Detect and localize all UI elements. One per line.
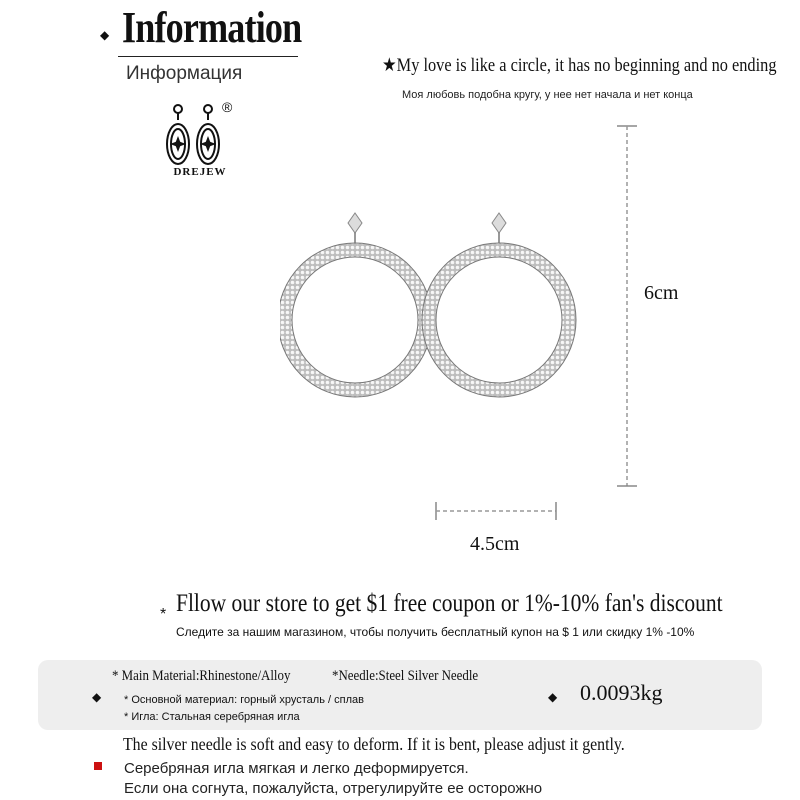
height-dimension-line [612, 120, 642, 490]
spec-material-en: * Main Material:Rhinestone/Alloy [112, 668, 291, 684]
weight-bullet: ◆ [548, 690, 558, 704]
promo-text-en: Fllow our store to get $1 free coupon or 1%-10% fan's discount [176, 590, 723, 617]
spec-bullet: ◆ [92, 690, 102, 704]
product-image [280, 205, 580, 405]
width-label: 4.5cm [470, 533, 520, 555]
registered-mark: ® [222, 100, 233, 115]
warning-text-ru [124, 759, 542, 799]
header-bullet: ◆ [100, 28, 110, 42]
warning-text-en: The silver needle is soft and easy to deform. If it is bent, please adjust it gently. [123, 734, 625, 754]
hoop-earrings-image [280, 205, 580, 405]
height-label: 6cm [644, 282, 679, 304]
warning-square-icon [94, 762, 102, 770]
title-divider [118, 56, 298, 57]
spec-needle-ru: * Игла: Стальная серебряная игла [124, 711, 300, 723]
tagline-en [382, 54, 776, 77]
tagline-en-text: My love is like a circle, it has no beginning and no ending [396, 55, 777, 76]
spec-needle-en: *Needle:Steel Silver Needle [332, 668, 479, 684]
tagline-ru: Моя любовь подобна кругу, у нее нет начала и нет конца [402, 89, 693, 101]
warning-ru-line-2: Если она согнута, пожалуйста, отрегулируйте ее осторожно [124, 780, 543, 797]
spec-material-ru: * Основной материал: горный хрусталь / сплав [124, 694, 364, 706]
star-icon: ★ [382, 55, 397, 76]
page-title: Information [122, 3, 302, 52]
weight-value: 0.0093kg [580, 680, 663, 705]
promo-text-ru: Следите за нашим магазином, чтобы получить бесплатный купон на $ 1 или скидку 1% -10% [176, 625, 695, 639]
earring-logo-icon [160, 100, 240, 170]
warning-ru-line-1: Серебряная игла мягкая и легко деформируется. [124, 760, 469, 777]
width-dimension-line [430, 498, 562, 528]
brand-name: DREJEW [173, 166, 227, 178]
page-subtitle: Информация [126, 63, 243, 84]
promo-asterisk: * [160, 606, 167, 623]
